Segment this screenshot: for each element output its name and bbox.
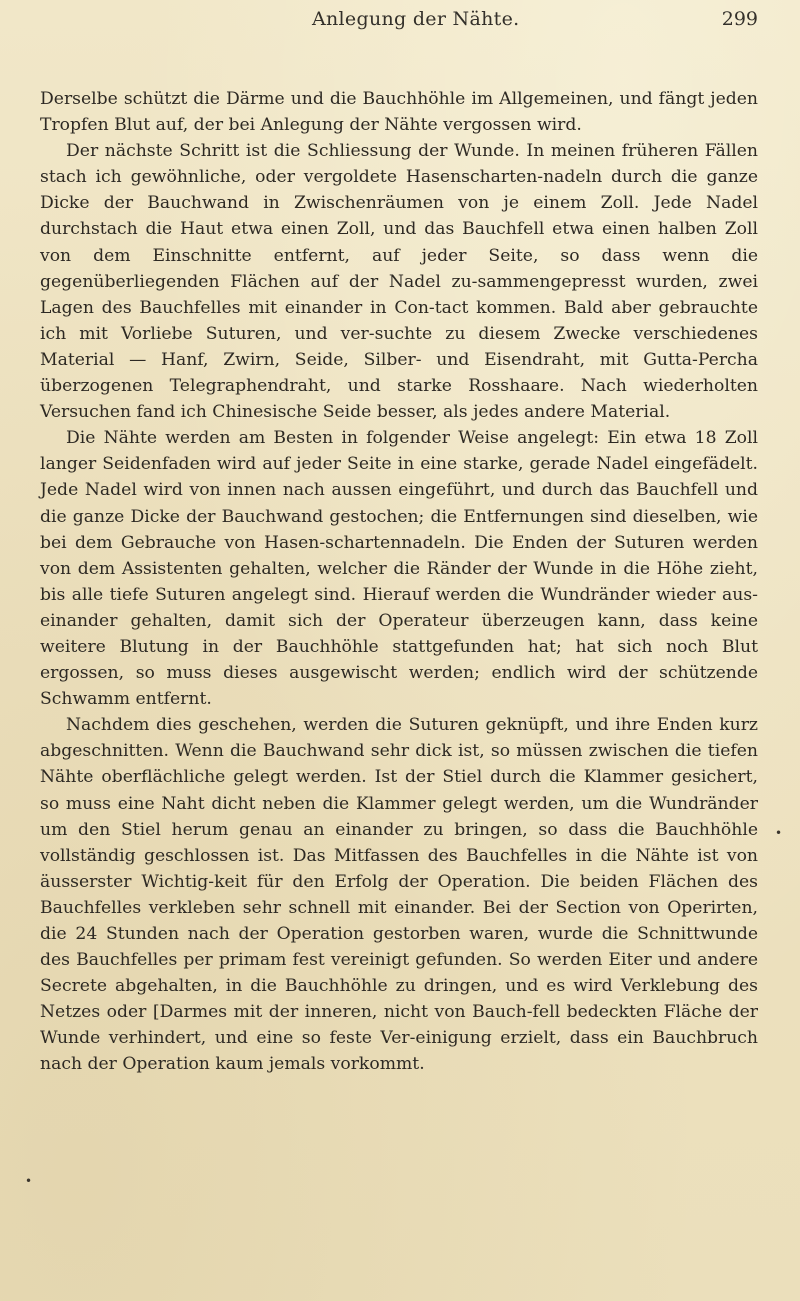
paragraph-3: Die Nähte werden am Besten in folgender Weise angelegt: Ein etwa 18 Zoll langer Seidenfaden wird auf jeder Seite in eine starke, gerade Nadel eingefädelt. Jede Nadel wird von innen nach aussen eingeführt, und durch das Bauchfell und die ganze Dicke der Bauchwand gestochen; die Entfernungen sind dieselben, wie bei dem Gebrauche von Hasen-schartennadeln. Die Enden der Suturen werden von dem Assistenten gehalten, welcher die Ränder der Wunde in die Höhe zieht, bis alle tiefe Suturen angelegt sind. Hierauf werden die Wundränder wieder aus-einander gehalten, damit sich der Operateur überzeugen kann, dass keine weitere Blutung in der Bauchhöhle stattgefunden hat; hat sich noch Blut ergossen, so muss dieses ausgewischt werden; endlich wird der schützende Schwamm entfernt. (40, 428, 758, 710)
body-text (40, 86, 758, 1078)
page-number: 299 (721, 8, 758, 30)
running-title: Anlegung der Nähte. (312, 8, 520, 30)
paragraph-1: Derselbe schützt die Därme und die Bauchhöhle im Allgemeinen, und fängt jeden Tropfen Blut auf, der bei Anlegung der Nähte vergossen wird. (40, 89, 758, 136)
paragraph-4: Nachdem dies geschehen, werden die Suturen geknüpft, und ihre Enden kurz abgeschnitten. Wenn die Bauchwand sehr dick ist, so müssen zwischen die tiefen Nähte oberflächliche gelegt werden. Ist der Stiel durch die Klammer gesichert, so muss eine Naht dicht neben die Klammer gelegt werden, um die Wundränder um den Stiel herum genau an einander zu bringen, so dass die Bauchhöhle vollständig geschlossen ist. Das Mitfassen des Bauchfelles in die Nähte ist von äusserster Wichtig-keit für den Erfolg der Operation. Die beiden Flächen des Bauchfelles verkleben sehr schnell mit einander. Bei der Section von Operirten, die 24 Stunden nach der Operation gestorben waren, wurde die Schnittwunde des Bauchfelles per primam fest vereinigt gefunden. So werden Eiter und andere Secrete abgehalten, in die Bauchhöhle zu dringen, und es wird Verklebung des Netzes oder [Darmes mit der inneren, nicht von Bauch-fell bedeckten Fläche der Wunde verhindert, und eine so feste Ver-einigung erzielt, dass ein Bauchbruch nach der Operation kaum jemals vorkommt. (40, 715, 758, 1075)
paragraph-2: Der nächste Schritt ist die Schliessung der Wunde. In meinen früheren Fällen stach ich gewöhnliche, oder vergoldete Hasenscharten-nadeln durch die ganze Dicke der Bauchwand in Zwischenräumen von je einem Zoll. Jede Nadel durchstach die Haut etwa einen Zoll, und das Bauchfell etwa einen halben Zoll von dem Einschnitte entfernt, auf jeder Seite, so dass wenn die gegenüberliegenden Flächen auf der Nadel zu-sammengepresst wurden, zwei Lagen des Bauchfelles mit einander in Con-tact kommen. Bald aber gebrauchte ich mit Vorliebe Suturen, und ver-suchte zu diesem Zwecke verschiedenes Material — Hanf, Zwirn, Seide, Silber- und Eisendraht, mit Gutta-Percha überzogenen Telegraphendraht, und starke Rosshaare. Nach wiederholten Versuchen fand ich Chinesische Seide besser, als jedes andere Material. (40, 141, 758, 423)
margin-speck: • (25, 1174, 33, 1188)
margin-speck: • (775, 826, 783, 840)
